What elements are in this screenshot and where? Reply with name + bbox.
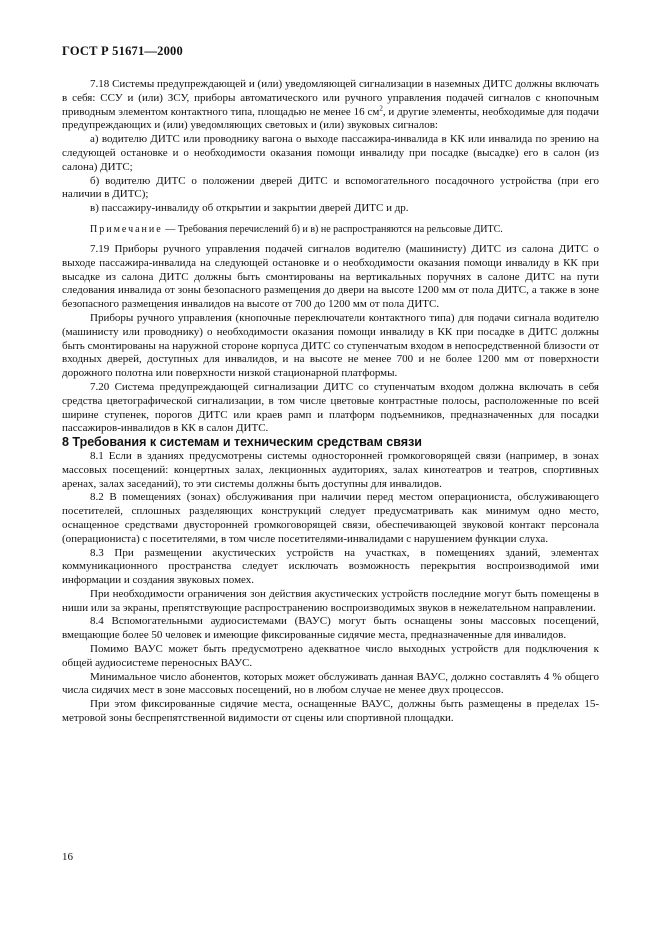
paragraph-8-4: 8.4 Вспомогательными аудиосистемами (ВАУС) могут быть оснащены зоны массовых посещений, вмещающие более 50 человек и имеющие фиксированные сидячие места, предназначенные для инвалидов. [62, 615, 599, 642]
standard-header: ГОСТ Р 51671—2000 [62, 44, 183, 58]
paragraph-7-20: 7.20 Система предупреждающей сигнализации ДИТС со ступенчатым входом должна включать в себя средства цветографической сигнализации, в том числе цветовые контрастные полосы, расположенные по всей ширине ступенек, порогов ДИТС или краев рамп и платформ подъемников, предназначенных для посадки пассажиров-инвалидов в КК в салон ДИТС. [62, 380, 599, 435]
paragraph-8-3-continued: При необходимости ограничения зон действия акустических устройств последние могут быть помещены в ниши или за экраны, препятствующие распространению воспроизводимых звуков в нежелательном направлении. [62, 587, 599, 614]
paragraph-8-4-d: При этом фиксированные сидячие места, оснащенные ВАУС, должны быть размещены в пределах 15-метровой зоны беспрепятственной видимости от сцены или спортивной площадки. [62, 698, 599, 725]
note-text: — Требования перечислений б) и в) не распространяются на рельсовые ДИТС. [162, 223, 503, 235]
paragraph-8-2: 8.2 В помещениях (зонах) обслуживания при наличии перед местом операциониста, обслуживающего посетителей, сплошных разделяющих конструкций следует предусматривать как минимум одно место, оснащенное средствами двусторонней громкоговорящей связи, обеспечивающей звуковой контакт персонала (операциониста) с посетителями, в том числе посетителями-инвалидами с нарушением функции слуха. [62, 491, 599, 545]
list-item-b: б) водителю ДИТС о положении дверей ДИТС и вспомогательного посадочного устройства (при его наличии в ДИТС); [62, 174, 599, 201]
paragraph-8-1: 8.1 Если в зданиях предусмотрены системы односторонней громкоговорящей связи (например, в зонах массовых посещений: концертных залах, лекционных аудиториях, залах кинотеатров и театров, спортивных аренах, залах заседаний), то эти системы должны быть доступны для инвалидов. [62, 449, 599, 490]
paragraph-7-18: 7.18 Системы предупреждающей и (или) уведомляющей сигнализации в наземных ДИТС должны включать в себя: ССУ и (или) ЗСУ, приборы автоматического или ручного управления подачей сигналов с кнопочным приводным элементом контактного типа, площадью не менее 16 $см^2$, и другие элементы, необходимые для подачи предупреждающих и (или) уведомляющих световых и (или) звуковых сигналов: [62, 78, 599, 132]
list-item-a: а) водителю ДИТС или проводнику вагона о выходе пассажира-инвалида в КК или инвалида по зрению на следующей остановке и о необходимости оказания помощи инвалиду при посадке (высадке) его в салон (из салона) ДИТС; [62, 133, 599, 173]
paragraph-7-19-continued: Приборы ручного управления (кнопочные переключатели контактного типа) для подачи сигнала водителю (машинисту или проводнику) о необходимости оказания помощи инвалиду в КК при посадке в ДИТС должны быть смонтированы на наружной стороне корпуса ДИТС со ступенчатым входом в непосредственной близости от входных дверей, доступных для инвалидов, и на высоте не менее 700 и не более 1200 мм от поверхности дорожного полотна или поверхности низкой стационарной платформы. [62, 311, 599, 380]
paragraph-8-4-c: Минимальное число абонентов, которых может обслуживать данная ВАУС, должно составлять 4 % общего числа сидячих мест в зоне массовых посещений, но в любом случае не менее двух процессов. [62, 670, 599, 697]
paragraph-8-3: 8.3 При размещении акустических устройств на участках, в помещениях зданий, элементах коммуникационного пространства следует исключать возможность перекрытия воспроизводимой ими информации и создания звуковых помех. [62, 546, 599, 587]
paragraph-8-4-b: Помимо ВАУС может быть предусмотрено адекватное число выходных устройств для подключения к общей аудиосистеме переносных ВАУС. [62, 643, 599, 669]
paragraph-7-19: 7.19 Приборы ручного управления подачей сигналов водителю (машинисту) ДИТС из салона ДИТС о выходе пассажира-инвалида на следующей остановке и о необходимости оказания помощи инвалиду в КК при высадке из салона ДИТС должны быть смонтированы на вертикальных поручнях в салоне ДИТС на пути следования инвалида от зоны безопасного размещения до двери на высоте 1200 мм от пола ДИТС, а также в зоне безопасного размещения инвалидов на высоте от 700 до 1200 мм от пола ДИТС. [62, 242, 599, 311]
section-8-title: 8 Требования к системам и техническим средствам связи [62, 435, 422, 450]
page-number: 16 [62, 851, 73, 863]
superscript: 2 [379, 103, 383, 112]
note-label: Примечание [90, 223, 163, 235]
note [62, 223, 599, 236]
list-item-v: в) пассажиру-инвалиду об открытии и закрытии дверей ДИТС и др. [90, 202, 409, 215]
page-content [62, 78, 599, 726]
